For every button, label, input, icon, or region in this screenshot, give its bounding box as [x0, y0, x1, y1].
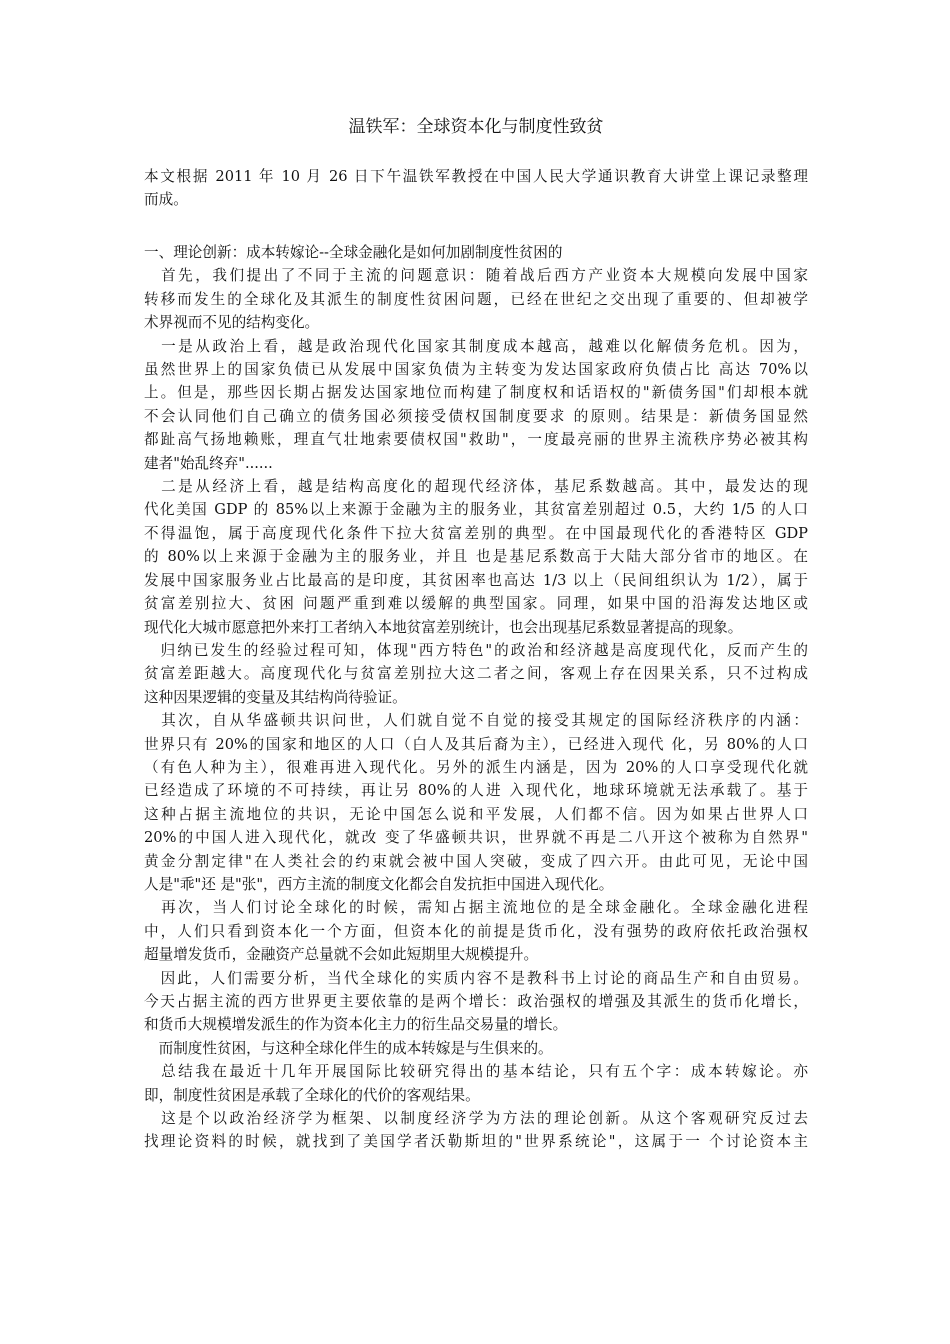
paragraph-line: 贫富差别拉大、贫困 问题严重到难以缓解的典型国家。同理，如果中国的沿海发达地区或 [144, 595, 808, 613]
paragraph-line: 发展中国家服务业占比最高的是印度，其贫困率也高达 1/3 以上（民间组织认为 1/2），属于 [144, 571, 808, 589]
paragraph-line: 超量增发货币，金融资产总量就不会如此短期里大规模提升。 [144, 946, 539, 964]
paragraph-line: 而制度性贫困，与这种全球化伴生的成本转嫁是与生俱来的。 [144, 1039, 553, 1057]
intro-line: 本文根据 2011 年 10 月 26 日下午温铁军教授在中国人民大学通识教育大讲堂上课记录整理 [144, 168, 808, 185]
paragraph-line: 上。但是，那些因长期占据发达国家地位而构建了制度权和话语权的"新债务国"们却根本就 [144, 384, 808, 402]
body-paragraph [144, 896, 808, 966]
paragraph-line: 的 80%以上来源于金融为主的服务业，并且 也是基尼系数高于大陆大部分省市的地区。在 [144, 548, 808, 566]
body-paragraph [144, 1107, 808, 1154]
paragraph-line: 二是从经济上看，越是结构高度化的超现代经济体，基尼系数越高。其中，最发达的现 [144, 478, 808, 496]
intro-line: 而成。 [144, 191, 188, 209]
paragraph-line: 20%的中国人进入现代化，就改 变了华盛顿共识，世界就不再是二八开这个被称为自然界" [144, 829, 808, 847]
intro-paragraph [144, 165, 808, 212]
paragraph-line: 总结我在最近十几年开展国际比较研究得出的基本结论，只有五个字：成本转嫁论。亦 [144, 1063, 808, 1081]
paragraph-line: 现代化大城市愿意把外来打工者纳入本地贫富差别统计，也会出现基尼系数显著提高的现象。 [144, 618, 743, 636]
paragraph-line: 找理论资料的时候，就找到了美国学者沃勒斯坦的"世界系统论"，这属于一 个讨论资本主 [144, 1133, 808, 1151]
paragraph-line: 这种占据主流地位的共识，无论中国怎么说和平发展，人们都不信。因为如果占世界人口 [144, 805, 808, 823]
section-one [144, 241, 808, 1154]
paragraph-line: 这是个以政治经济学为框架、以制度经济学为方法的理论创新。从这个客观研究反过去 [144, 1110, 808, 1128]
paragraph-line: 黄金分割定律"在人类社会的约束就会被中国人突破，变成了四六开。由此可见，无论中国 [144, 852, 808, 870]
paragraph-line: 已经造成了环境的不可持续，再让另 80%的人进 入现代化，地球环境就无法承载了。基于 [144, 782, 808, 800]
document-page [144, 0, 808, 1344]
paragraph-line: 因此，人们需要分析，当代全球化的实质内容不是教科书上讨论的商品生产和自由贸易。 [144, 969, 808, 987]
paragraph-line: 人是"乖"还 是"张"，西方主流的制度文化都会自发抗拒中国进入现代化。 [144, 875, 614, 893]
paragraph-line: 贫富差距越大。高度现代化与贫富差别拉大这二者之间，客观上存在因果关系，只不过构成 [144, 665, 808, 683]
paragraph-line: 这种因果逻辑的变量及其结构尚待验证。 [144, 688, 407, 706]
paragraph-line: 术界视而不见的结构变化。 [144, 314, 320, 332]
paragraph-line: 虽然世界上的国家负债已从发展中国家负债为主转变为发达国家政府负债占比 高达 70%以 [144, 361, 808, 379]
paragraph-line: 都趾高气扬地赖账，理直气壮地索要债权国"救助"，一度最亮丽的世界主流秩序势必被其构 [144, 431, 808, 449]
body-paragraph [144, 475, 808, 639]
paragraph-line: 一是从政治上看，越是政治现代化国家其制度成本越高，越难以化解债务危机。因为， [144, 337, 808, 355]
body-paragraph [144, 1037, 808, 1060]
paragraph-line: 中，人们只看到资本化一个方面，但资本化的前提是货币化，没有强势的政府依托政治强权 [144, 922, 808, 940]
body-paragraph [144, 1060, 808, 1107]
document-title: 温铁军：全球资本化与制度性致贫 [348, 117, 604, 137]
paragraph-line: 归纳已发生的经验过程可知，体现"西方特色"的政治和经济越是高度现代化，反而产生的 [144, 641, 808, 659]
paragraph-line: 即，制度性贫困是承载了全球化的代价的客观结果。 [144, 1086, 480, 1104]
paragraph-line: 不得温饱，属于高度现代化条件下拉大贫富差别的典型。在中国最现代化的香港特区 GDP [144, 524, 808, 542]
paragraph-line: 今天占据主流的西方世界更主要依靠的是两个增长：政治强权的增强及其派生的货币化增长， [144, 993, 808, 1010]
paragraph-line: 和货币大规模增发派生的作为资本化主力的衍生品交易量的增长。 [144, 1016, 568, 1034]
body-paragraph [144, 967, 808, 1037]
paragraph-line: 建者"始乱终弃"...... [144, 454, 273, 472]
body-paragraph [144, 264, 808, 334]
section-heading: 一、理论创新：成本转嫁论--全球金融化是如何加剧制度性贫困的 [144, 244, 563, 261]
paragraph-line: 世界只有 20%的国家和地区的人口（白人及其后裔为主），已经进入现代 化，另 80%的人口 [144, 735, 808, 753]
body-paragraph [144, 639, 808, 709]
paragraph-line: 转移而发生的全球化及其派生的制度性贫困问题，已经在世纪之交出现了重要的、但却被学 [144, 290, 808, 308]
paragraph-line: 不会认同他们自己确立的债务国必须接受债权国制度要求 的原则。结果是：新债务国显然 [144, 407, 808, 425]
paragraph-line: 首先，我们提出了不同于主流的问题意识：随着战后西方产业资本大规模向发展中国家 [144, 267, 808, 285]
body-paragraph [144, 709, 808, 896]
paragraph-line: 再次，当人们讨论全球化的时候，需知占据主流地位的是全球金融化。全球金融化进程 [144, 899, 808, 917]
paragraph-line: 代化美国 GDP 的 85%以上来源于金融为主的服务业，其贫富差别超过 0.5，大约 1/5 的人口 [144, 501, 808, 519]
paragraph-line: 其次，自从华盛顿共识问世，人们就自觉不自觉的接受其规定的国际经济秩序的内涵： [144, 712, 808, 730]
paragraph-line: （有色人种为主），很难再进入现代化。另外的派生内涵是，因为 20%的人口享受现代化就 [144, 758, 808, 776]
body-paragraph [144, 335, 808, 475]
